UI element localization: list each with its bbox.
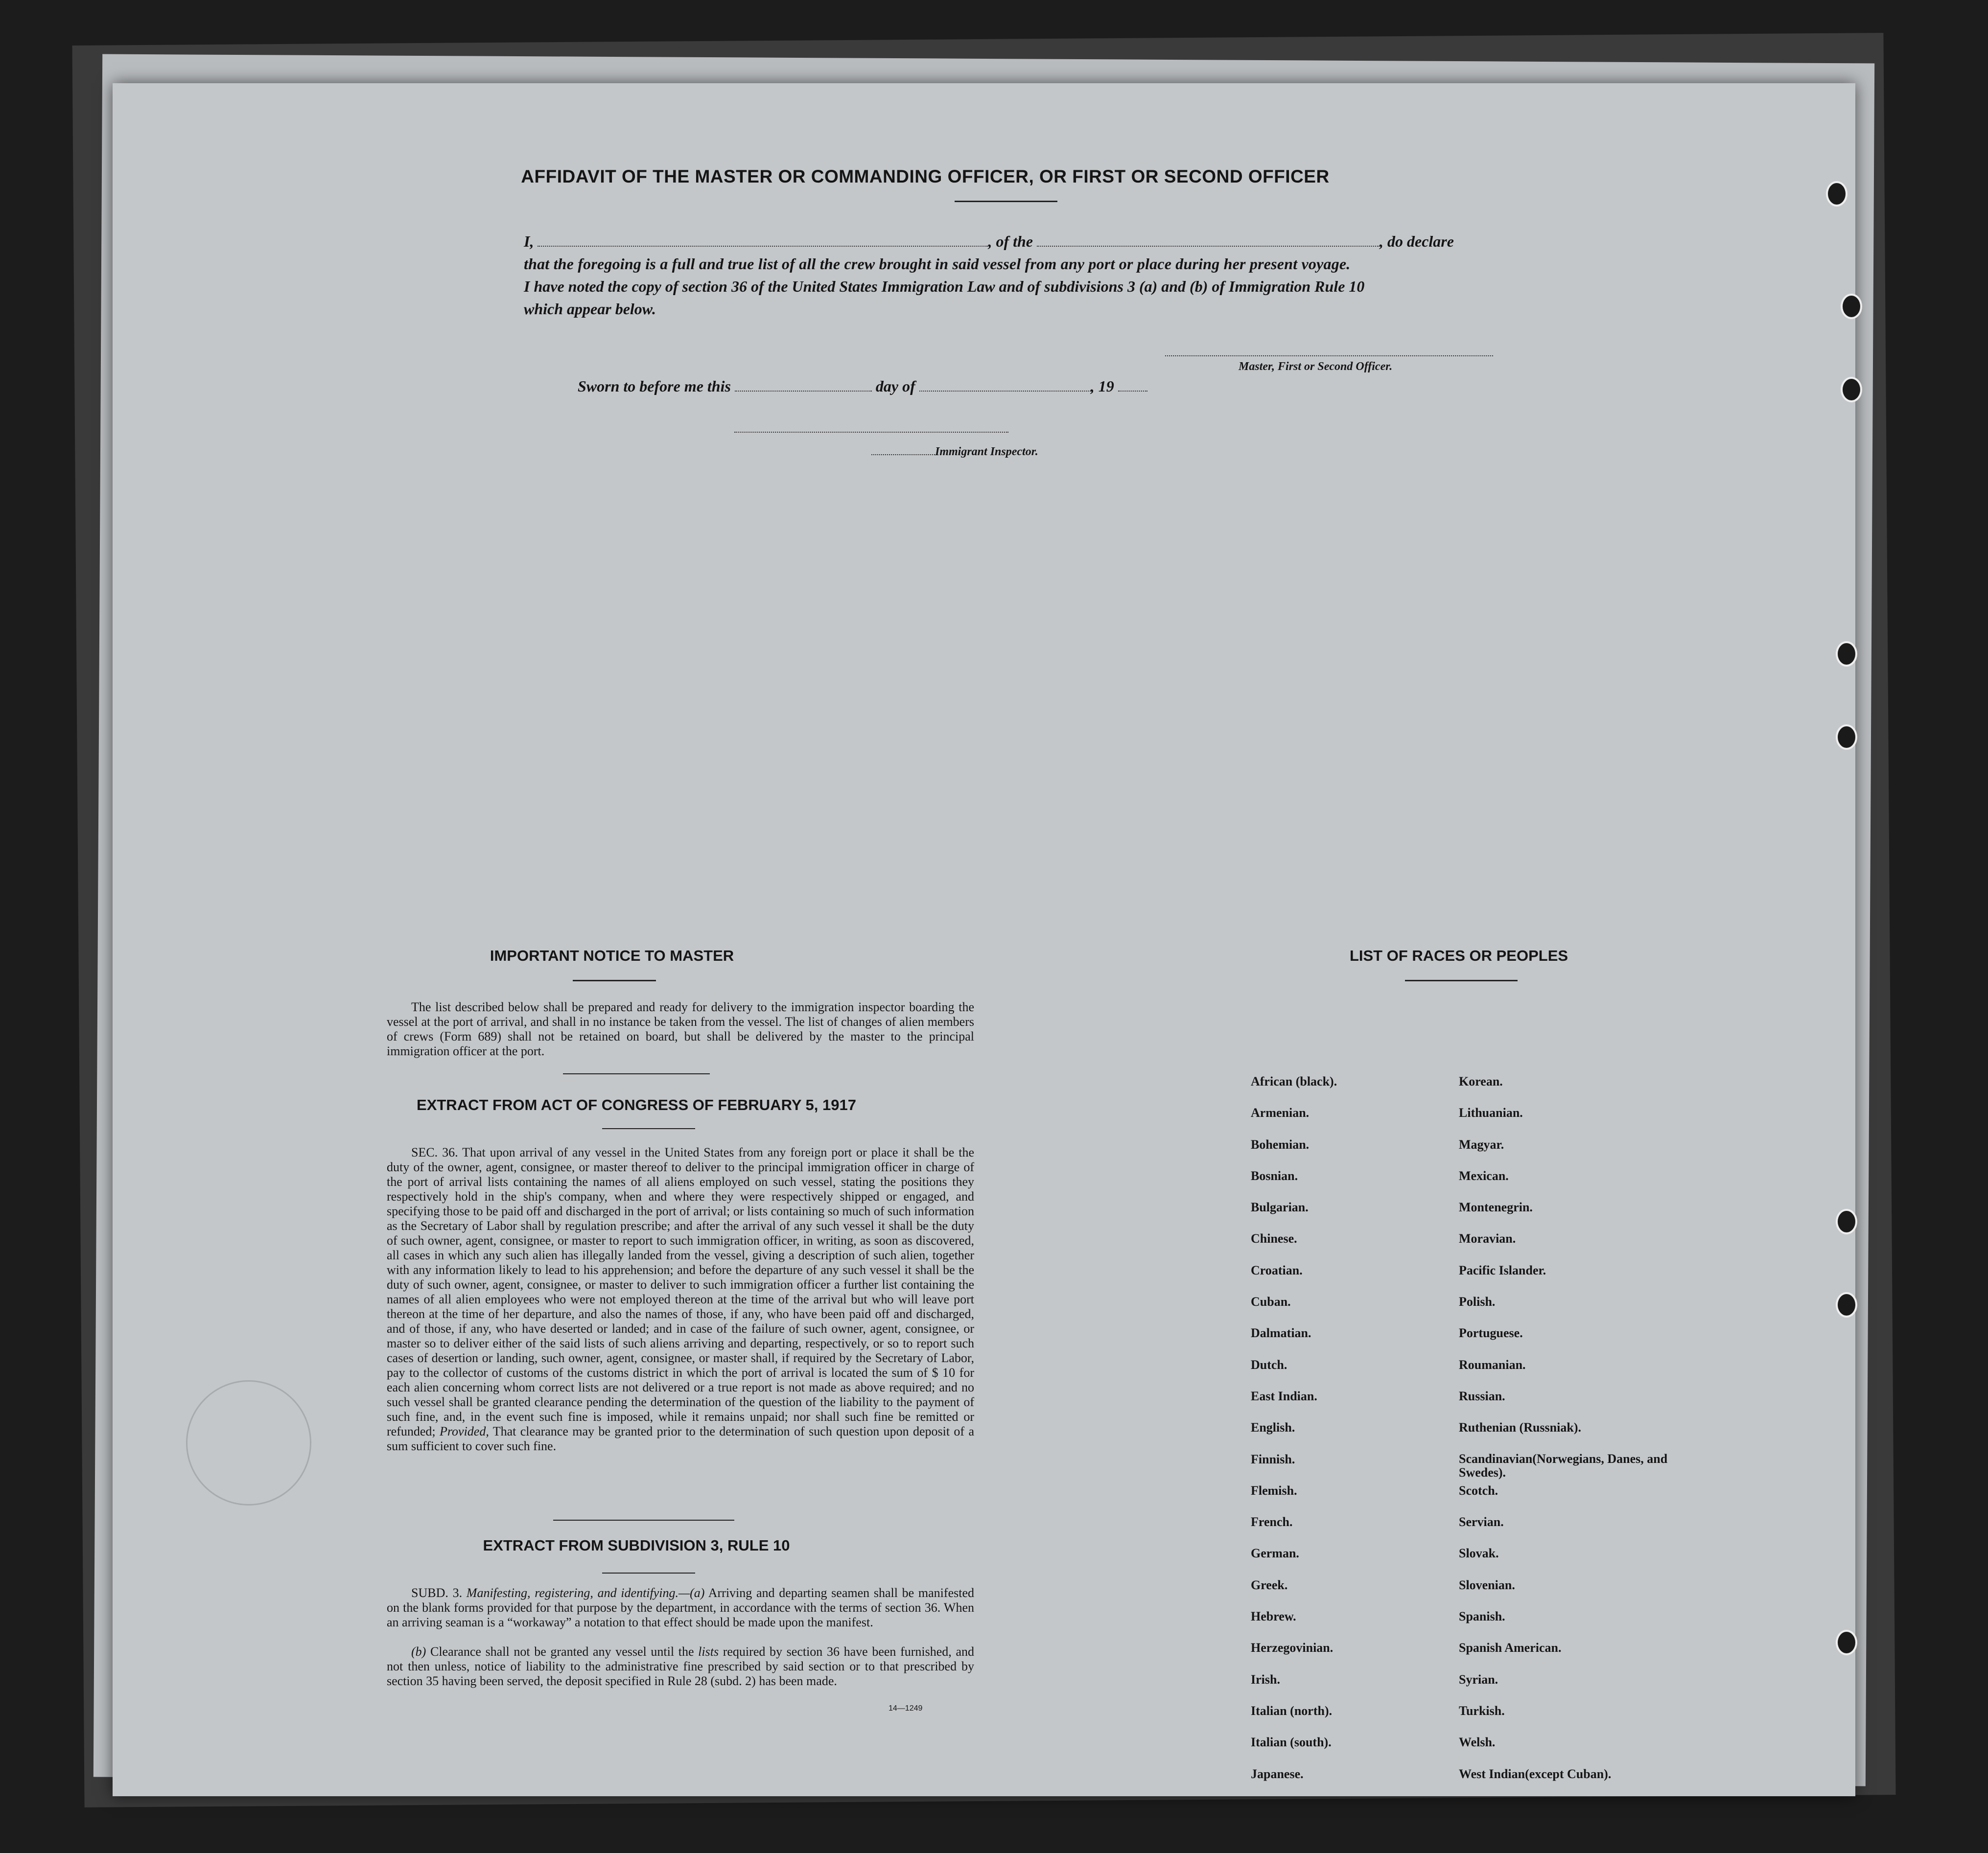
race-item: Magyar. (1459, 1137, 1504, 1152)
day-of-text: day of (875, 377, 915, 395)
affidavit-of-the: , of the (988, 232, 1033, 250)
race-item: Greek. (1251, 1577, 1288, 1592)
binder-hole-icon (1836, 1292, 1857, 1318)
rule-text-a (387, 1586, 974, 1630)
races-title: LIST OF RACES OR PEOPLES (1349, 947, 1568, 964)
race-item: Scotch. (1459, 1483, 1498, 1498)
document-page (113, 83, 1855, 1796)
race-item: Finnish. (1251, 1452, 1295, 1466)
act-body-end: That clearance may be granted prior to the determination of such question upon deposit of a sum sufficient to cover such fine. (387, 1424, 975, 1453)
divider (553, 1520, 734, 1521)
race-item: Servian. (1459, 1515, 1504, 1529)
binder-hole-icon (1836, 724, 1857, 750)
inspector-label (871, 445, 1038, 459)
rule-label-b: (b) (411, 1645, 426, 1659)
race-item: Pacific Islander. (1459, 1263, 1546, 1277)
affidavit-line-2: that the foregoing is a full and true list of all the crew brought in said vessel from any port or place during her present voyage. (524, 255, 1351, 273)
rule-body-b1: Clearance shall not be granted any vessel until the (430, 1645, 694, 1659)
race-item: West Indian(except Cuban). (1459, 1766, 1612, 1781)
rule-body-b2: required by section 36 have been furnished, and not then unless, notice of liability to the administrative fine prescribed by said section or to that prescribed by section 35 having been served, the deposit specified in Rule 28 (subd. 2) has been made. (387, 1645, 974, 1688)
race-item: Armenian. (1251, 1106, 1310, 1120)
notice-title: IMPORTANT NOTICE TO MASTER (490, 947, 734, 964)
divider (602, 1128, 695, 1129)
race-item: Ruthenian (Russniak). (1459, 1420, 1581, 1435)
race-item: Spanish. (1459, 1609, 1505, 1624)
binder-hole-icon (1826, 181, 1848, 207)
stamp-watermark (186, 1380, 311, 1506)
day-blank (735, 378, 872, 392)
race-item: German. (1251, 1546, 1299, 1561)
divider (573, 980, 656, 981)
race-item: Flemish. (1251, 1483, 1297, 1498)
affidavit-title: AFFIDAVIT OF THE MASTER OR COMMANDING OFFICER, OR FIRST OR SECOND OFFICER (521, 166, 1330, 186)
race-item: Croatian. (1251, 1263, 1303, 1277)
act-title: EXTRACT FROM ACT OF CONGRESS OF FEBRUARY 5, 1917 (417, 1096, 856, 1113)
race-item: Chinese. (1251, 1231, 1297, 1246)
rule-title: EXTRACT FROM SUBDIVISION 3, RULE 10 (483, 1537, 790, 1554)
race-item: Scandinavian(Norwegians, Danes, and Swedes). (1459, 1451, 1668, 1480)
affidavit-i: I, (524, 232, 534, 250)
rule-heading: Manifesting, registering, and identifying.—(a) (466, 1586, 705, 1600)
affidavit-do-declare: , do declare (1380, 232, 1454, 250)
notice-text: The list described below shall be prepared and ready for delivery to the immigration inspector boarding the vessel at the port of arrival, and shall in no instance be taken from the vessel. The list of changes of alien members of crews (Form 689) shall not be retained on board, but shall be delivered by the master to the principal immigration officer at the port. (387, 1000, 974, 1058)
race-item: Polish. (1459, 1295, 1496, 1309)
name-blank (538, 233, 988, 247)
binder-hole-icon (1841, 294, 1862, 319)
race-item: Italian (south). (1251, 1735, 1332, 1750)
binder-hole-icon (1836, 1209, 1857, 1234)
inspector-label-text: Immigrant Inspector. (935, 445, 1038, 458)
act-provided: Provided, (440, 1424, 489, 1438)
master-label: Master, First or Second Officer. (1239, 360, 1393, 373)
act-text (387, 1145, 974, 1454)
rule-subd-label: SUBD. 3. (411, 1586, 463, 1600)
race-item: East Indian. (1251, 1389, 1317, 1403)
race-item: Roumanian. (1459, 1357, 1526, 1372)
master-signature-line (1165, 355, 1493, 356)
act-section-label: SEC. 36. (411, 1145, 458, 1159)
binder-hole-icon (1836, 1630, 1857, 1655)
divider (563, 1073, 710, 1074)
race-item: Montenegrin. (1459, 1200, 1533, 1215)
race-item: Cuban. (1251, 1295, 1291, 1309)
races-list (1251, 1074, 1691, 1798)
race-item: African (black). (1251, 1074, 1337, 1089)
race-item: Dutch. (1251, 1357, 1287, 1372)
binder-hole-icon (1841, 377, 1862, 402)
year-blank (1118, 378, 1147, 392)
divider (1405, 980, 1518, 981)
race-item: Bosnian. (1251, 1168, 1298, 1183)
inspector-signature-line (734, 432, 1008, 433)
race-item: Turkish. (1459, 1703, 1505, 1718)
affidavit-line-3: I have noted the copy of section 36 of the United States Immigration Law and of subdivisions 3 (a) and (b) of Immigration Rule 10 (524, 278, 1365, 295)
rule-text-b (387, 1645, 974, 1689)
divider (955, 201, 1057, 202)
divider (602, 1573, 695, 1574)
race-item: Welsh. (1459, 1735, 1496, 1750)
sworn-text: Sworn to before me this (578, 377, 731, 395)
race-item: Spanish American. (1459, 1641, 1562, 1655)
act-body: That upon arrival of any vessel in the United States from any foreign port or place it shall be the duty of the owner, agent, consignee, or master thereof to deliver to the principal immigration officer in charge of the port of arrival lists containing the names of all aliens employed on such vessel, stating the positions they respectively hold in the ship's company, when and where they were respectively shipped or engaged, and specifying those to be paid off and discharged in the port of arrival; or lists containing so much of such information as the Secretary of Labor shall by regulation prescribe; and after the arrival of any such vessel it shall be the duty of such owner, agent, consignee, or master to report to such immigration officer, in writing, as soon as discovered, all cases in which any such alien has illegally landed from the vessel, giving a description of such alien, together with any information likely to lead to his apprehension; and before the departure of any such vessel it shall be the duty of such owner, agent, consignee, or master to deliver to such immigration officer a further list containing the names of all alien employees who were not employed thereon at the time of the arrival but who will leave port thereon at the time of her departure, and also the names of those, if any, who have been paid off and discharged, and of those, if any, who have deserted or landed; and in case of the failure of such owner, agent, consignee, or master so to deliver either of the said lists of such aliens arriving and departing, respectively, or so to report such cases of desertion or landing, such owner, agent, consignee, or master shall, if required by the Secretary of Labor, pay to the collector of customs of the customs district in which the port of arrival is located the sum of $ 10 for each alien concerning whom correct lists are not delivered or a true report is not made as above required; and no such vessel shall be granted clearance pending the determination of the question of the liability to the payment of such fine, and, in the event such fine is imposed, while it remains unpaid; nor shall such fine be remitted or refunded; (387, 1145, 975, 1438)
inspector-dots (871, 445, 935, 455)
vessel-blank (1037, 233, 1380, 247)
race-item: Bohemian. (1251, 1137, 1310, 1152)
race-item: English. (1251, 1420, 1295, 1435)
race-item: Moravian. (1459, 1231, 1516, 1246)
affidavit-line-4: which appear below. (524, 300, 656, 318)
race-item: Bulgarian. (1251, 1200, 1309, 1215)
rule-body-a: Arriving and departing seamen shall be manifested on the blank forms provided for that purpose by the department, in accordance with the terms of section 36. When an arriving seaman is a “workaway” a notation to that effect should be made upon the manifest. (387, 1586, 974, 1629)
race-item: Portuguese. (1459, 1326, 1523, 1341)
race-item: Slovak. (1459, 1546, 1499, 1561)
affidavit-line-1 (524, 230, 1473, 253)
race-item: Herzegovinian. (1251, 1641, 1333, 1655)
race-item: Irish. (1251, 1672, 1280, 1687)
form-number: 14—1249 (889, 1704, 923, 1713)
race-item: Japanese. (1251, 1766, 1304, 1781)
race-item: Korean. (1459, 1074, 1503, 1089)
year-prefix: , 19 (1090, 377, 1114, 395)
race-item: Syrian. (1459, 1672, 1498, 1687)
race-item: Russian. (1459, 1389, 1505, 1403)
race-item: Hebrew. (1251, 1609, 1296, 1624)
sworn-line (578, 375, 1263, 397)
race-item: Dalmatian. (1251, 1326, 1311, 1341)
race-item: Italian (north). (1251, 1703, 1333, 1718)
race-item: French. (1251, 1515, 1293, 1529)
rule-lists-word: lists (698, 1645, 719, 1659)
binder-hole-icon (1836, 641, 1857, 667)
race-item: Slovenian. (1459, 1577, 1515, 1592)
month-blank (919, 378, 1091, 392)
race-item: Lithuanian. (1459, 1106, 1523, 1120)
race-item: Mexican. (1459, 1168, 1509, 1183)
